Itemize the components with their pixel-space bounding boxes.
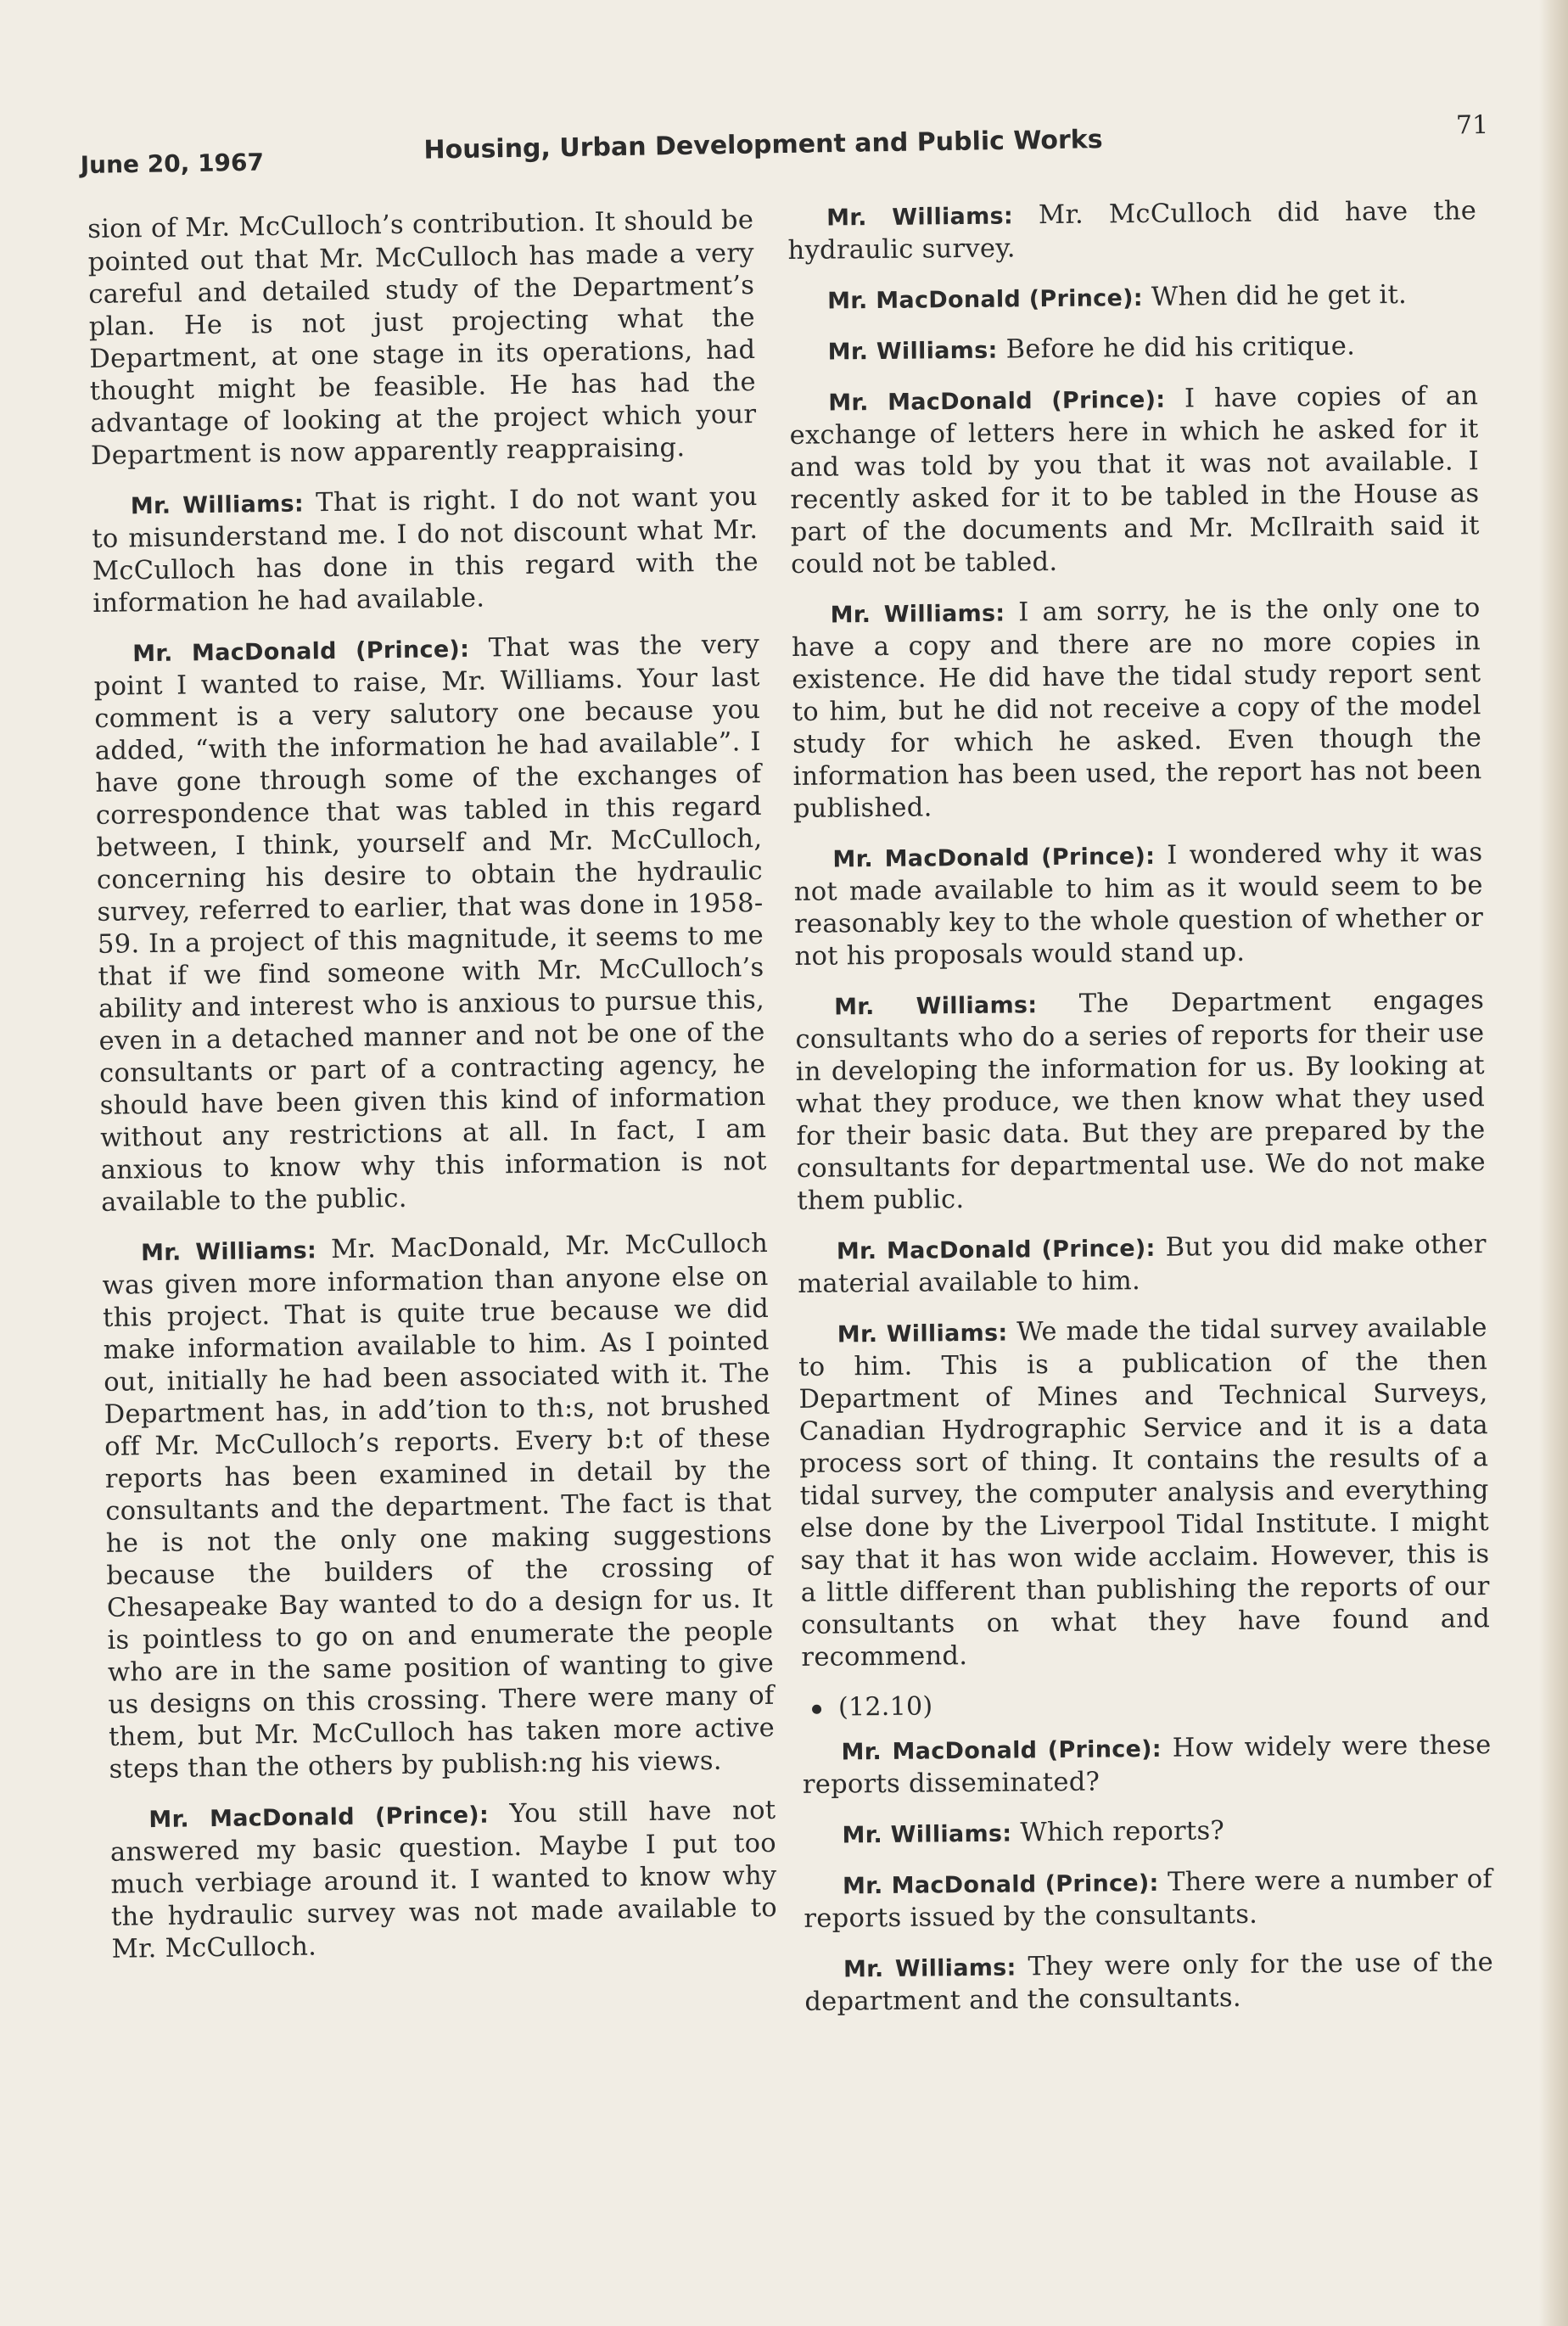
speech-text: We made the tidal survey available to him. This is a publication of the then Department of Mines and Technical Surveys, Canadian Hydrographic Service and it is a data process sort of thing. It contains the results of a tidal survey, the computer analysis and everything else done by the Liverpool Tidal Institute. I might say that it has won wide acclaim. However, this is a little different than publishing the reports of our consultants on what they have found and recommend. (798, 1313, 1491, 1673)
speech-text: sion of Mr. McCulloch’s contribution. It should be pointed out that Mr. McCulloch has made a very careful and detailed study of the Department’s plan. He is not just projecting what the Department, at one stage in its operations, had thought might be feasible. He has had the advantage of looking at the project which your Department is now apparently reappraising. (87, 205, 757, 471)
paragraph (789, 329, 1478, 369)
right-column (787, 195, 1494, 2037)
paragraph (804, 1864, 1493, 1936)
paragraph (93, 629, 767, 1219)
speech-text: How widely were these reports disseminated? (802, 1730, 1492, 1800)
paragraph (87, 205, 757, 473)
paragraph (793, 837, 1483, 973)
paragraph (102, 1228, 776, 1786)
speaker-name: Mr. MacDonald (Prince): (836, 1235, 1156, 1265)
speech-text: When did he get it. (1151, 279, 1408, 312)
page-spine-shadow (1539, 0, 1568, 2326)
speaker-name: Mr. Williams: (827, 337, 998, 366)
paragraph (789, 380, 1480, 581)
speaker-name: Mr. Williams: (837, 1320, 1008, 1348)
speaker-name: Mr. MacDonald (Prince): (826, 284, 1144, 315)
paragraph (798, 1229, 1487, 1301)
speaker-name: Mr. MacDonald (Prince): (842, 1869, 1159, 1900)
paragraph (787, 195, 1477, 267)
bullet-icon (812, 1704, 821, 1713)
speech-text: The Department engages consultants who do a series of reports for their use in developing the information for us. By looking at what they produce, we then know what they used for their basic data. But they are prepared by the consultants for departmental use. We do not make them public. (795, 985, 1487, 1216)
speech-text: I have copies of an exchange of letters here in which he asked for it and was told by you that it was not available. I recently asked for it to be tabled in the House as part of the documents and Mr. McIlraith said it could not be tabled. (789, 381, 1480, 580)
speaker-name: Mr. Williams: (843, 1954, 1016, 1983)
header-date: June 20, 1967 (80, 148, 265, 179)
speech-text: Which reports? (1020, 1816, 1225, 1848)
speech-text: Before he did his critique. (1005, 331, 1356, 365)
speech-text: Mr. MacDonald, Mr. McCulloch was given more information than anyone else on this project. That is quite true because we did make information available to him. As I pointed out, initially he had been associated with it. The Department has, in add’tion to th:s, not brushed off Mr. McCulloch’s reports. Every b:t of these reports has been examined in detail by the consultants and the department. The fact is that he is not the only one making suggestions because the builders of the crossing of Chesapeake Bay wanted to do a design for us. It is pointless to go on and enumerate the people who are in the same position of wanting to give us designs on this crossing. There were many of them, but Mr. McCulloch has taken more active steps than the others by publish:ng his views. (102, 1228, 776, 1785)
paragraph (788, 278, 1477, 318)
speaker-name: Mr. Williams: (830, 600, 1005, 629)
speaker-name: Mr. Williams: (140, 1237, 317, 1267)
speech-text: They were only for the use of the department and the consultants. (804, 1948, 1494, 2017)
speech-text: But you did make other material available to him. (798, 1230, 1487, 1299)
time-marker (802, 1685, 1491, 1724)
paragraph (109, 1795, 778, 1966)
speaker-name: Mr. MacDonald (Prince): (832, 843, 1156, 873)
speech-text: That was the very point I wanted to raise, Mr. Williams. Your last comment is a very salutory one because you added, “with the information he had available”. I have gone through some of the exchanges of correspondence that was tabled in this regard between, I think, yourself and Mr. McCulloch, concerning his desire to obtain the hydraulic survey, referred to earlier, that was done in 1958-59. In a project of this magnitude, it seems to me that if we find someone with Mr. McCulloch’s ability and interest who is anxious to pursue this, even in a detached manner and not be one of the consultants or part of a contracting agency, he should have been given this kind of information without any restrictions at all. In fact, I am anxious to know why this information is not available to the public. (93, 629, 767, 1218)
speech-text: There were a number of reports issued by the consultants. (804, 1864, 1493, 1934)
paragraph (798, 1312, 1491, 1674)
page-number: 71 (1455, 109, 1489, 141)
paragraph (795, 984, 1487, 1218)
paragraph (791, 592, 1482, 826)
speaker-name: Mr. Williams: (130, 490, 305, 520)
speaker-name: Mr. Williams: (842, 1820, 1012, 1849)
speech-text: That is right. I do not want you to misunderstand me. I do not discount what Mr. McCulloch has done in this regard with the information he had available. (92, 482, 759, 619)
speech-text: I wondered why it was not made available to him as it would seem to be reasonably key to the whole question of whether or not his proposals would stand up. (793, 838, 1484, 972)
speaker-name: Mr. MacDonald (Prince): (828, 386, 1166, 417)
paragraph (802, 1729, 1492, 1802)
speaker-name: Mr. Williams: (826, 203, 1014, 232)
speech-text: I am sorry, he is the only one to have a copy and there are no more copies in existence. He did have the tidal study report sent to him, but he did not receive a copy of the model study for which he asked. Even though the information has been used, the report has not been published. (791, 593, 1482, 824)
speaker-name: Mr. MacDonald (Prince): (132, 636, 470, 668)
speaker-name: Mr. Williams: (833, 992, 1038, 1021)
paragraph (804, 1947, 1494, 2019)
paragraph (92, 481, 759, 620)
speech-text: Mr. McCulloch did have the hydraulic survey. (787, 196, 1477, 266)
speech-text: You still have not answered my basic question. Maybe I put too much verbiage around it. I wanted to know why the hydraulic survey was not made available to Mr. McCulloch. (109, 1795, 778, 1964)
paragraph (803, 1813, 1492, 1852)
running-header (80, 105, 1489, 178)
header-title: Housing, Urban Development and Public Works (423, 125, 1103, 165)
speaker-name: Mr. MacDonald (Prince): (148, 1802, 490, 1834)
time-marker-text: (12.10) (837, 1691, 933, 1723)
speaker-name: Mr. MacDonald (Prince): (841, 1735, 1162, 1766)
left-column (87, 205, 778, 1984)
